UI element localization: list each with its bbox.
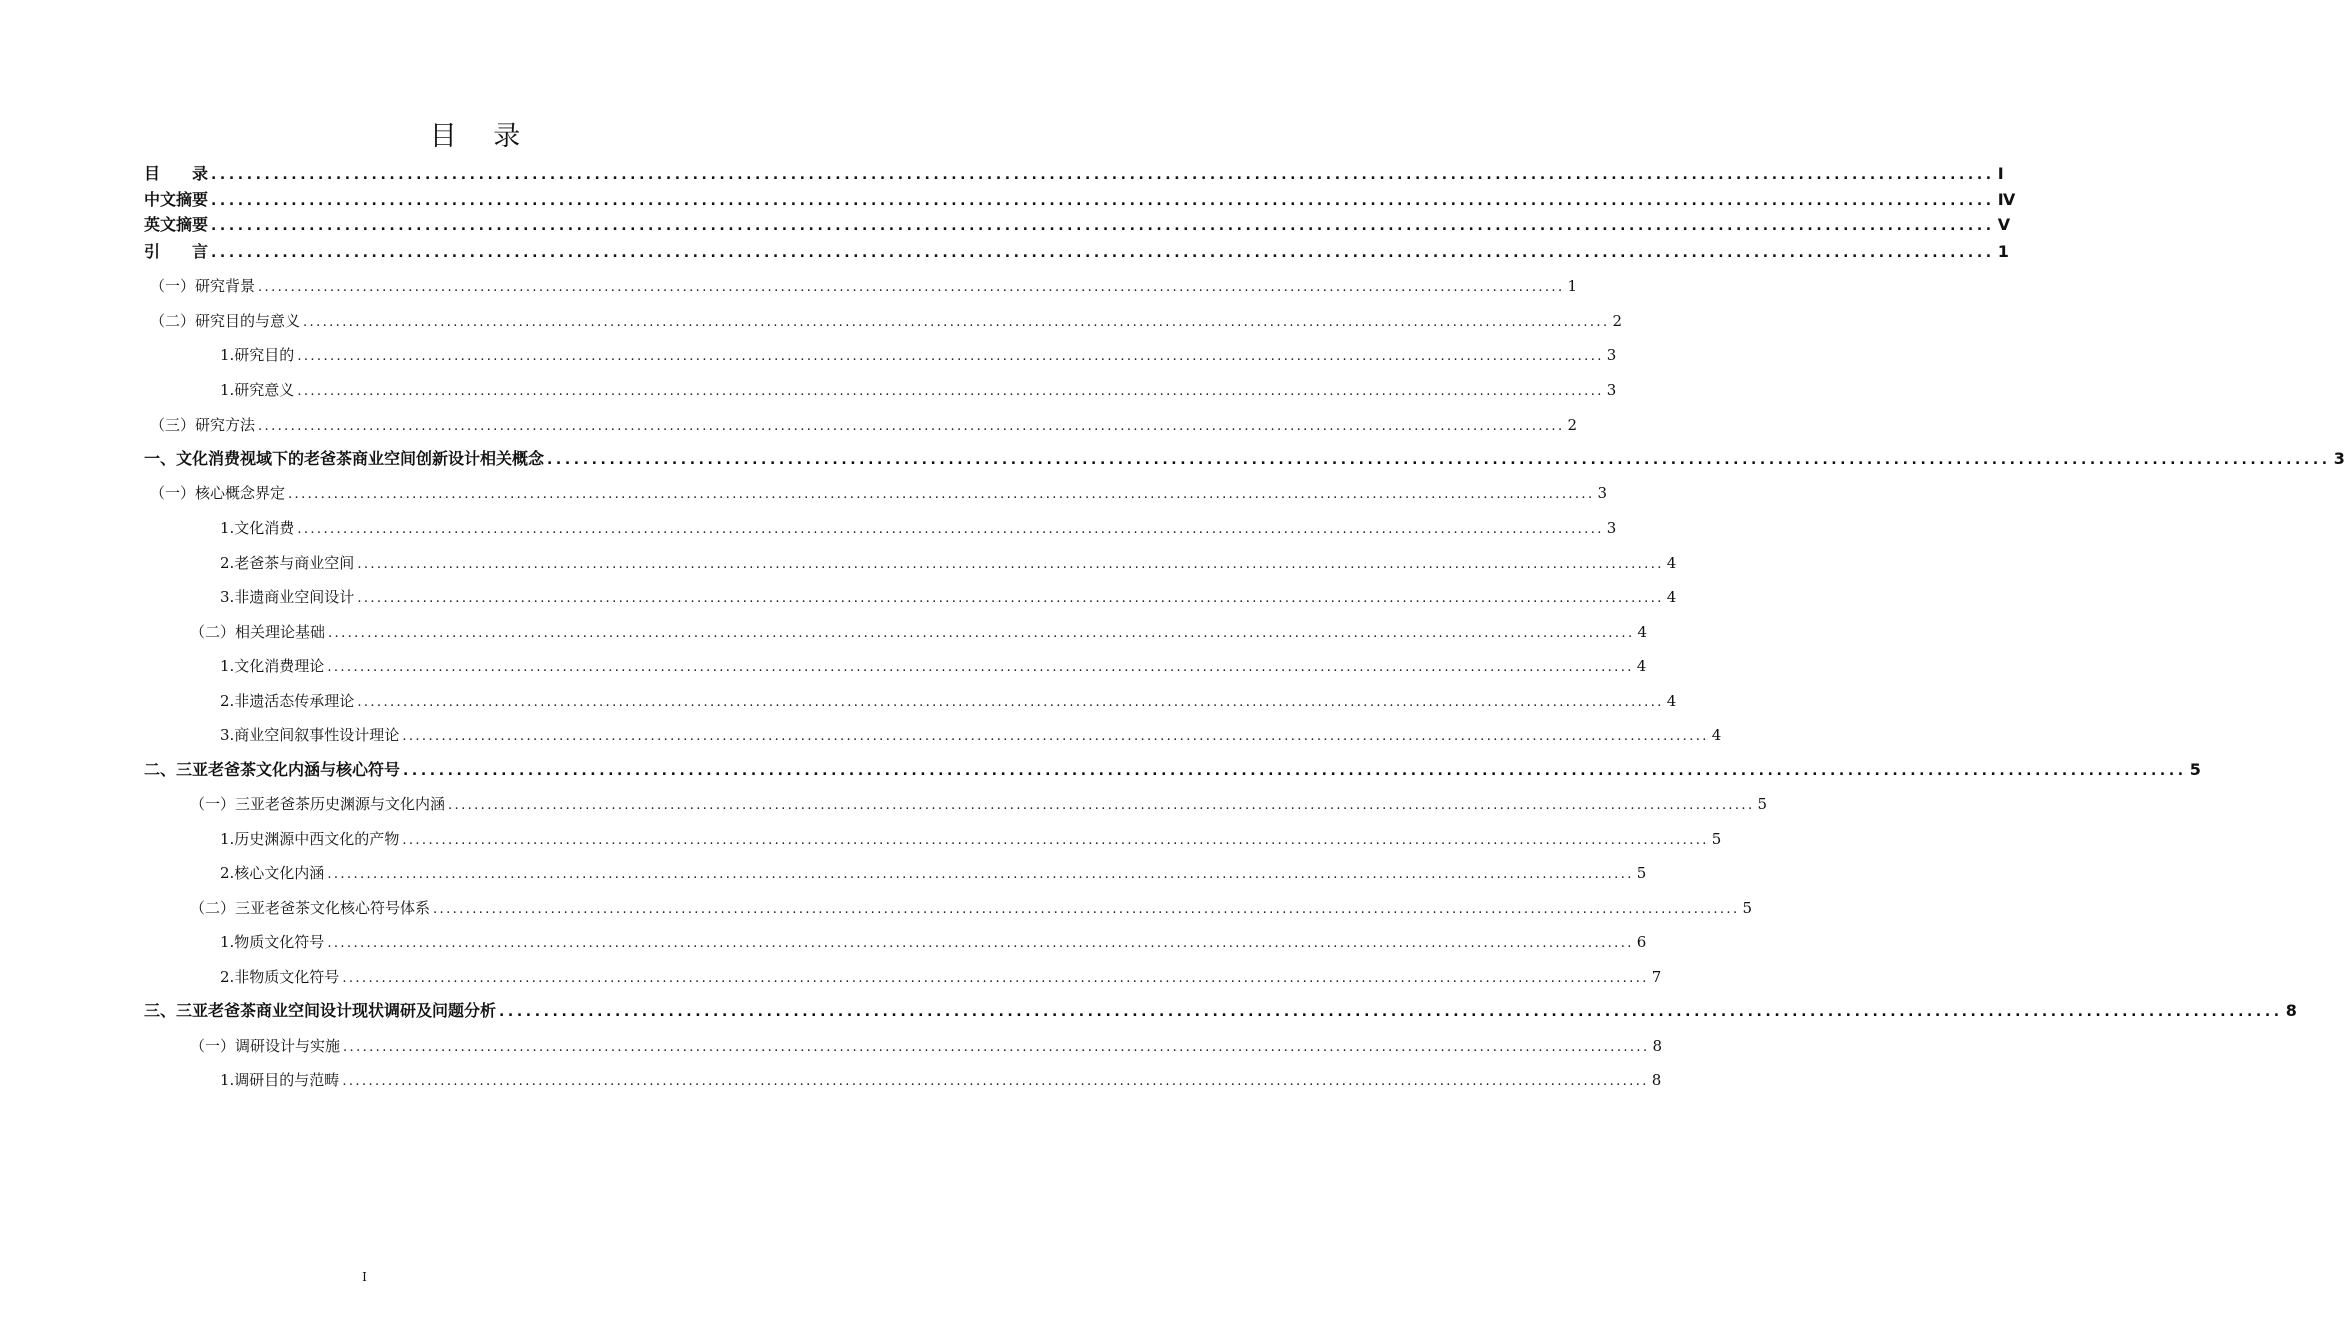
- toc-leader-dots: ........................................................................................................................................................................................................: [211, 245, 1995, 261]
- toc-entry-page: 1: [1997, 242, 2009, 261]
- toc-leader-dots: ........................................................................................................................................................................................................: [328, 626, 1635, 641]
- toc-leader-dots: ........................................................................................................................................................................................................: [547, 452, 2331, 468]
- toc-entry-label: （一）三亚老爸茶历史渊源与文化内涵: [190, 795, 446, 813]
- toc-entry-page: 3: [1606, 346, 1617, 364]
- toc-entry-page: 2: [1567, 416, 1578, 434]
- page-title: 目 录: [429, 121, 535, 152]
- toc-entry-page: 4: [1666, 588, 1677, 606]
- toc-entry[interactable]: [190, 1034, 1663, 1060]
- toc-entry[interactable]: [220, 827, 1722, 853]
- toc-entry[interactable]: [220, 1068, 1662, 1094]
- toc-entry-page: 5: [2189, 760, 2201, 779]
- toc-leader-dots: ........................................................................................................................................................................................................: [288, 487, 1595, 502]
- toc-leader-dots: ........................................................................................................................................................................................................: [211, 167, 1995, 183]
- toc-entry-label: 二、三亚老爸茶文化内涵与核心符号: [144, 760, 401, 779]
- toc-entry-label: （二）三亚老爸茶文化核心符号体系: [190, 899, 431, 917]
- toc-leader-dots: ........................................................................................................................................................................................................: [357, 557, 1664, 572]
- toc-entry-page: 8: [1652, 1037, 1663, 1055]
- toc-entry-label: 1.调研目的与范畴: [220, 1071, 340, 1089]
- toc-leader-dots: ........................................................................................................................................................................................................: [342, 971, 1649, 986]
- toc-leader-dots: ........................................................................................................................................................................................................: [258, 280, 1565, 295]
- toc-entry[interactable]: [220, 343, 1617, 369]
- toc-entry[interactable]: [220, 516, 1617, 542]
- toc-entry[interactable]: [144, 162, 2004, 187]
- toc-entry-label: 目 录: [144, 164, 209, 183]
- toc-entry-label: 2.核心文化内涵: [220, 864, 325, 882]
- toc-entry-page: 5: [1757, 795, 1768, 813]
- toc-leader-dots: ........................................................................................................................................................................................................: [403, 763, 2187, 779]
- toc-leader-dots: ........................................................................................................................................................................................................: [499, 1004, 2283, 1020]
- toc-entry[interactable]: [190, 620, 1648, 646]
- toc-entry-label: 2.非物质文化符号: [220, 968, 340, 986]
- toc-entry[interactable]: [220, 861, 1647, 887]
- toc-entry-label: 1.文化消费理论: [220, 657, 325, 675]
- toc-entry[interactable]: [220, 378, 1617, 404]
- toc-leader-dots: ........................................................................................................................................................................................................: [327, 936, 1634, 951]
- toc-entry-label: 英文摘要: [144, 215, 209, 234]
- toc-entry-page: 8: [2285, 1001, 2297, 1020]
- toc-entry[interactable]: [144, 447, 2345, 472]
- toc-entry-label: （一）调研设计与实施: [190, 1037, 341, 1055]
- toc-leader-dots: ........................................................................................................................................................................................................: [357, 695, 1664, 710]
- footer-page-number: I: [362, 1270, 368, 1284]
- toc-leader-dots: ........................................................................................................................................................................................................: [357, 591, 1664, 606]
- toc-entry-label: （一）核心概念界定: [150, 484, 286, 502]
- toc-entry-page: 8: [1651, 1071, 1662, 1089]
- toc-entry[interactable]: [150, 274, 1578, 300]
- toc-leader-dots: ........................................................................................................................................................................................................: [297, 384, 1604, 399]
- toc-leader-dots: ........................................................................................................................................................................................................: [342, 1074, 1649, 1089]
- toc-entry-label: 一、文化消费视域下的老爸茶商业空间创新设计相关概念: [144, 449, 545, 468]
- toc-entry-page: 6: [1636, 933, 1647, 951]
- toc-entry-label: 3.非遗商业空间设计: [220, 588, 355, 606]
- toc-entry-page: 3: [1597, 484, 1608, 502]
- toc-leader-dots: ........................................................................................................................................................................................................: [402, 833, 1709, 848]
- toc-leader-dots: ........................................................................................................................................................................................................: [402, 729, 1709, 744]
- toc-entry[interactable]: [220, 930, 1647, 956]
- toc-leader-dots: ........................................................................................................................................................................................................: [448, 798, 1755, 813]
- toc-leader-dots: ........................................................................................................................................................................................................: [211, 193, 1995, 209]
- toc-entry-label: 2.老爸茶与商业空间: [220, 554, 355, 572]
- toc-entry[interactable]: [220, 723, 1722, 749]
- toc-entry-page: 2: [1612, 312, 1623, 330]
- toc-entry[interactable]: [144, 213, 2011, 238]
- toc-entry-label: （三）研究方法: [150, 416, 256, 434]
- toc-entry-label: 1.物质文化符号: [220, 933, 325, 951]
- toc-entry[interactable]: [150, 413, 1578, 439]
- toc-leader-dots: ........................................................................................................................................................................................................: [327, 660, 1634, 675]
- toc-leader-dots: ........................................................................................................................................................................................................: [258, 419, 1565, 434]
- toc-entry[interactable]: [150, 309, 1623, 335]
- toc-entry[interactable]: [144, 240, 2009, 265]
- toc-entry-label: 1.研究目的: [220, 346, 295, 364]
- toc-entry-label: （二）相关理论基础: [190, 623, 326, 641]
- toc-entry[interactable]: [220, 965, 1662, 991]
- toc-entry[interactable]: [150, 481, 1608, 507]
- toc-entry-page: 7: [1651, 968, 1662, 986]
- toc-entry-page: 5: [1711, 830, 1722, 848]
- toc-entry-page: 3: [1606, 381, 1617, 399]
- toc-entry-label: 引 言: [144, 242, 209, 261]
- toc-leader-dots: ........................................................................................................................................................................................................: [303, 315, 1610, 330]
- toc-entry[interactable]: [144, 758, 2201, 783]
- toc-leader-dots: ........................................................................................................................................................................................................: [327, 867, 1634, 882]
- toc-entry[interactable]: [220, 551, 1677, 577]
- toc-entry-page: Ⅰ: [1997, 164, 2004, 183]
- toc-leader-dots: ........................................................................................................................................................................................................: [211, 218, 1995, 234]
- toc-entry-page: 3: [2333, 449, 2345, 468]
- toc-entry-label: （一）研究背景: [150, 277, 256, 295]
- toc-entry[interactable]: [144, 999, 2297, 1024]
- toc-entry[interactable]: [220, 654, 1647, 680]
- toc-entry-label: 1.历史渊源中西文化的产物: [220, 830, 400, 848]
- toc-entry-page: 4: [1666, 554, 1677, 572]
- toc-entry-page: 4: [1711, 726, 1722, 744]
- toc-entry-page: 4: [1636, 657, 1647, 675]
- toc-entry-label: 1.研究意义: [220, 381, 295, 399]
- toc-entry-page: 3: [1606, 519, 1617, 537]
- toc-leader-dots: ........................................................................................................................................................................................................: [343, 1040, 1650, 1055]
- toc-entry-page: 5: [1636, 864, 1647, 882]
- toc-entry[interactable]: [190, 792, 1768, 818]
- toc-entry-page: Ⅳ: [1997, 190, 2016, 209]
- toc-entry[interactable]: [220, 585, 1677, 611]
- toc-entry[interactable]: [220, 689, 1677, 715]
- toc-leader-dots: ........................................................................................................................................................................................................: [297, 349, 1604, 364]
- toc-entry-label: （二）研究目的与意义: [150, 312, 301, 330]
- toc-entry-label: 3.商业空间叙事性设计理论: [220, 726, 400, 744]
- toc-entry-label: 中文摘要: [144, 190, 209, 209]
- toc-leader-dots: ........................................................................................................................................................................................................: [433, 902, 1740, 917]
- toc-entry[interactable]: [144, 188, 2016, 213]
- toc-entry-label: 三、三亚老爸茶商业空间设计现状调研及问题分析: [144, 1001, 497, 1020]
- toc-entry-page: 1: [1567, 277, 1578, 295]
- toc-entry-page: 5: [1742, 899, 1753, 917]
- toc-entry-page: 4: [1637, 623, 1648, 641]
- toc-entry-label: 2.非遗活态传承理论: [220, 692, 355, 710]
- toc-leader-dots: ........................................................................................................................................................................................................: [297, 522, 1604, 537]
- toc-entry-page: 4: [1666, 692, 1677, 710]
- toc-entry-label: 1.文化消费: [220, 519, 295, 537]
- toc-entry-page: Ⅴ: [1997, 215, 2011, 234]
- toc-entry[interactable]: [190, 896, 1753, 922]
